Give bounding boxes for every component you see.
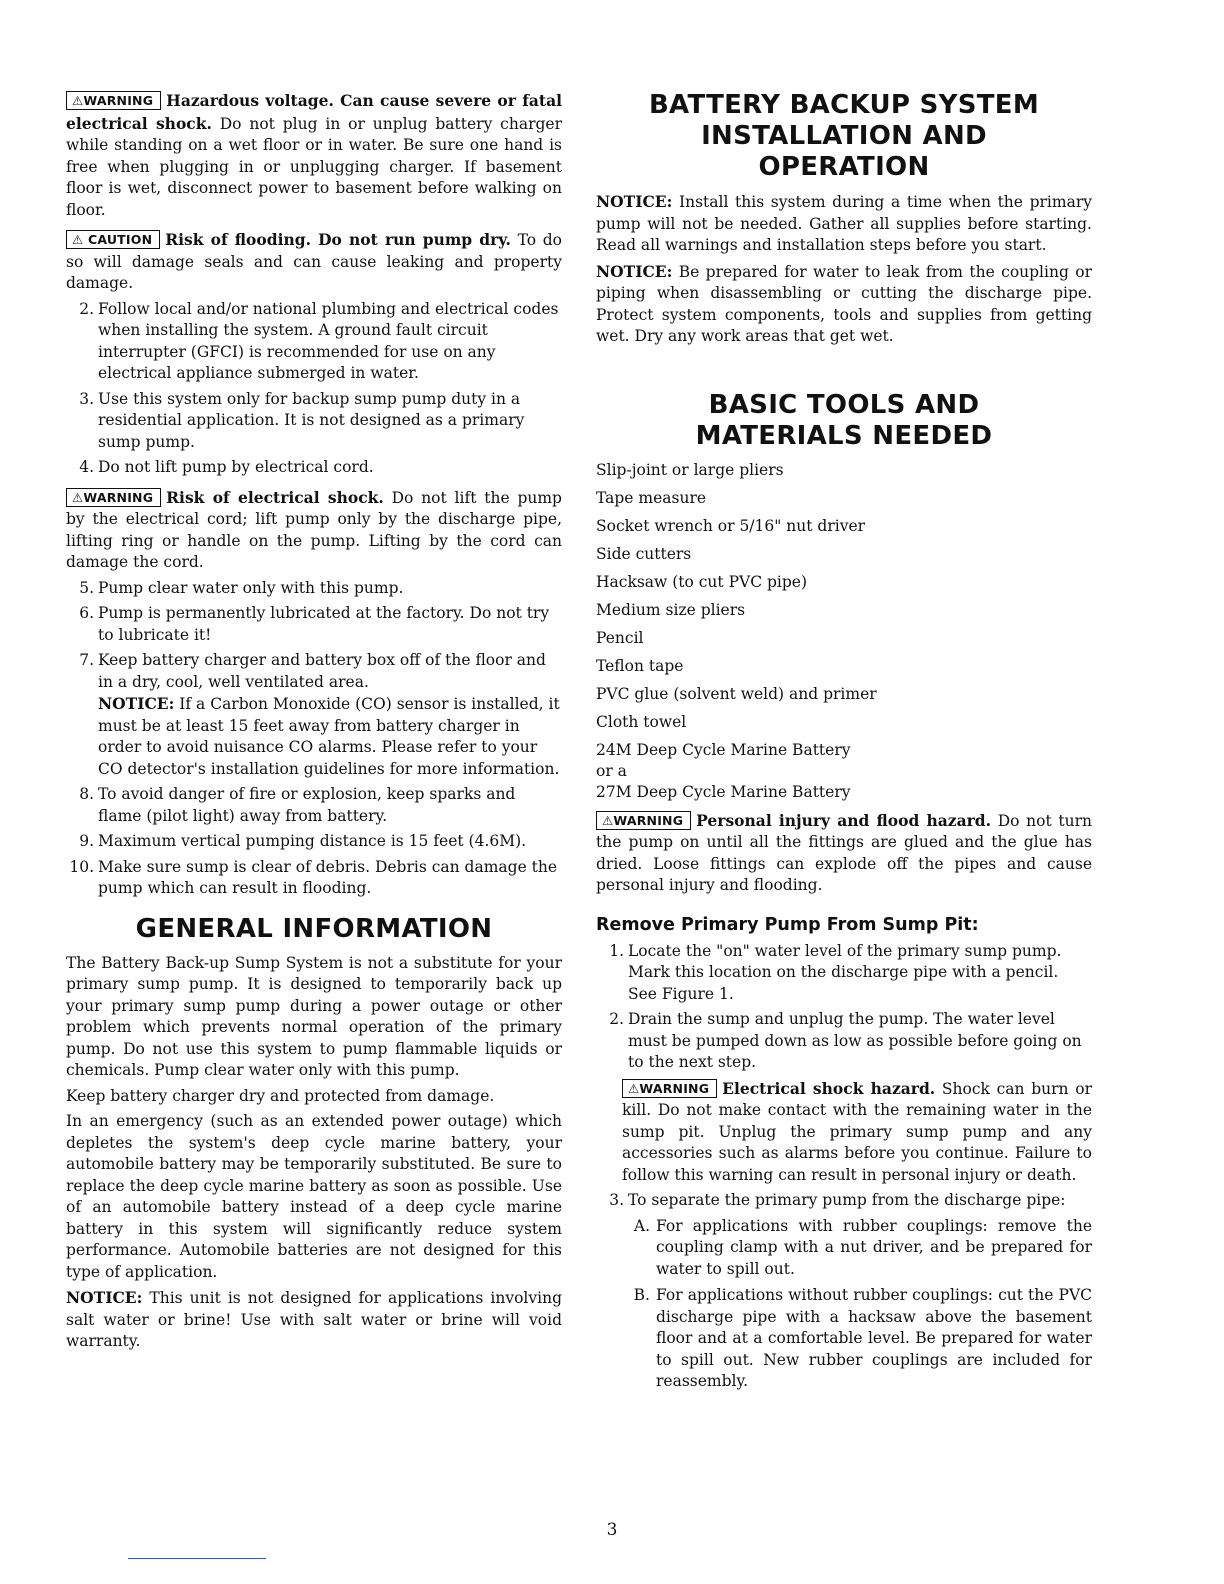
install-notice: NOTICE: Install this system during a time when the primary pump will not be needed. Gather all supplies before starting. Read all warnings and installation steps before you start.	[596, 192, 1092, 254]
list-item: Slip-joint or large pliers	[596, 460, 784, 479]
list-item: 4. Do not lift pump by electrical cord.	[79, 458, 374, 476]
warning-badge: ⚠WARNING	[622, 1079, 717, 1098]
list-item: 7. Keep battery charger and battery box off of the floor and in a dry, cool, well ventilated area. NOTICE: If a Carbon Monoxide (CO) sensor is installed, it must be at least 15 feet away from battery charger in order to avoid nuisance CO alarms. Please refer to your CO detector's installation guidelines for more information.	[66, 650, 562, 780]
right-column	[596, 90, 1092, 1398]
list-item: 2. Follow local and/or national plumbing and electrical codes when installing the system. A ground fault circuit interrupter (GFCI) is recommended for use on any electrical appliance submerged in water.	[79, 299, 559, 382]
warning-badge: ⚠WARNING	[66, 488, 161, 507]
list-item: 5. Pump clear water only with this pump.	[79, 578, 404, 597]
list-item: 6. Pump is permanently lubricated at the factory. Do not try to lubricate it!	[79, 604, 550, 644]
shock-warning-block	[596, 1078, 1092, 1187]
list-item: Teflon tape	[596, 656, 684, 675]
list-item: 2. Drain the sump and unplug the pump. The water level must be pumped down as low as possible before going on to the next step.	[609, 1010, 1082, 1071]
list-item: 1. Locate the "on" water level of the primary sump pump. Mark this location on the discharge pipe with a pencil. See Figure 1.	[609, 941, 1062, 1003]
warning-electrical-shock-hazard: ⚠WARNING Electrical shock hazard. Shock can burn or kill. Do not make contact with the remaining water in the sump pit. Unplug the primary sump pump and any accessories such as alarms before you continue. Failure to follow this warning can result in personal injury or death.	[622, 1078, 1092, 1184]
general-paragraph: The Battery Back-up Sump System is not a substitute for your primary sump pump. It is designed to temporarily back up your primary sump pump during a power outage or other problem which prevents normal operation of the primary pump. Do not use this system to pump flammable liquids or chemicals. Pump clear water only with this pump.	[66, 953, 562, 1079]
left-column	[66, 90, 562, 1357]
warning-electrical-shock: ⚠WARNING Risk of electrical shock. Do not lift the pump by the electrical cord; lift pump only by the discharge pipe, lifting ring or handle on the pump. Lifting by the cord can damage the cord.	[66, 487, 562, 571]
installation-heading: BATTERY BACKUP SYSTEM INSTALLATION AND OPERATION	[648, 90, 1040, 182]
safety-list-c	[66, 784, 562, 900]
caution-flooding: ⚠ CAUTION Risk of flooding. Do not run pump dry. To do so will damage seals and can cause leaking and property damage.	[66, 230, 562, 292]
warning-hazardous-voltage: ⚠WARNING Hazardous voltage. Can cause severe or fatal electrical shock. Do not plug in or unplug battery charger while standing on a wet floor or in water. Be sure one hand is free when plugging in or unplugging charger. If basement floor is wet, disconnect power to basement before walking on floor.	[66, 91, 563, 219]
co-sensor-notice: NOTICE: If a Carbon Monoxide (CO) sensor is installed, it must be at least 15 feet away from battery charger in order to avoid nuisance CO alarms. Please refer to your CO detector's installation guidelines for more information.	[98, 694, 560, 778]
list-item: Cloth towel	[596, 712, 687, 731]
list-item: or a	[596, 761, 627, 780]
substeps	[596, 1216, 1092, 1393]
list-item: 8. To avoid danger of fire or explosion, keep sparks and flame (pilot light) away from battery.	[79, 785, 516, 825]
list-item: 3. To separate the primary pump from the discharge pipe:	[609, 1191, 1066, 1209]
footer-rule	[128, 1558, 266, 1559]
warning-badge: ⚠WARNING	[596, 811, 691, 830]
list-item: Hacksaw (to cut PVC pipe)	[596, 572, 808, 591]
list-item: 24M Deep Cycle Marine Battery	[596, 740, 851, 759]
list-item: Side cutters	[596, 544, 692, 563]
list-item: 10. Make sure sump is clear of debris. Debris can damage the pump which can result in flooding.	[69, 857, 558, 897]
tools-list	[596, 460, 1092, 803]
remove-pump-subheading: Remove Primary Pump From Sump Pit:	[596, 914, 979, 935]
warning-personal-injury: ⚠WARNING Personal injury and flood hazard. Do not turn the pump on until all the fittings are glued and the glue has dried. Loose fittings can explode off the pipes and cause personal injury and flooding.	[596, 810, 1092, 894]
salt-water-notice: NOTICE: This unit is not designed for applications involving salt water or brine! Use with salt water or brine will void warranty.	[66, 1288, 562, 1350]
list-item: Socket wrench or 5/16" nut driver	[596, 516, 866, 535]
list-item: A. For applications with rubber couplings: remove the coupling clamp with a nut driver, and be prepared for water to spill out.	[633, 1216, 1092, 1278]
page-number: 3	[606, 1520, 618, 1540]
leak-notice: NOTICE: Be prepared for water to leak from the coupling or piping when disassembling or cutting the discharge pipe. Protect system components, tools and supplies from getting wet. Dry any work areas that get wet.	[596, 261, 1092, 345]
list-item: B. For applications without rubber couplings: cut the PVC discharge pipe with a hacksaw above the basement floor and at a comfortable level. Be prepared for water to spill out. New rubber couplings are included for reassembly.	[633, 1286, 1092, 1390]
list-item: 27M Deep Cycle Marine Battery	[596, 782, 851, 801]
general-paragraph: Keep battery charger dry and protected from damage.	[66, 1086, 495, 1105]
caution-badge: ⚠ CAUTION	[66, 230, 160, 249]
warning-badge: ⚠WARNING	[66, 91, 161, 110]
list-item: Tape measure	[596, 488, 707, 507]
list-item: Pencil	[596, 628, 644, 647]
list-item: 9. Maximum vertical pumping distance is 15 feet (4.6M).	[79, 832, 527, 850]
general-information-heading: GENERAL INFORMATION	[135, 913, 493, 944]
removal-steps	[596, 941, 1092, 1074]
safety-list-b	[66, 578, 562, 781]
list-item: 3. Use this system only for backup sump pump duty in a residential application. It is not designed as a primary sump pump.	[79, 389, 525, 451]
list-item: PVC glue (solvent weld) and primer	[596, 684, 877, 703]
general-paragraph: In an emergency (such as an extended power outage) which depletes the system's deep cycle marine battery, your automobile battery may be temporarily substituted. Be sure to replace the deep cycle marine battery as soon as possible. Use of an automobile battery instead of a deep cycle marine battery in this system will significantly reduce system performance. Automobile batteries are not designed for this type of application.	[66, 1112, 562, 1281]
tools-heading: BASIC TOOLS AND MATERIALS NEEDED	[695, 389, 993, 451]
safety-list-a	[66, 299, 562, 479]
list-item: Medium size pliers	[596, 600, 746, 619]
